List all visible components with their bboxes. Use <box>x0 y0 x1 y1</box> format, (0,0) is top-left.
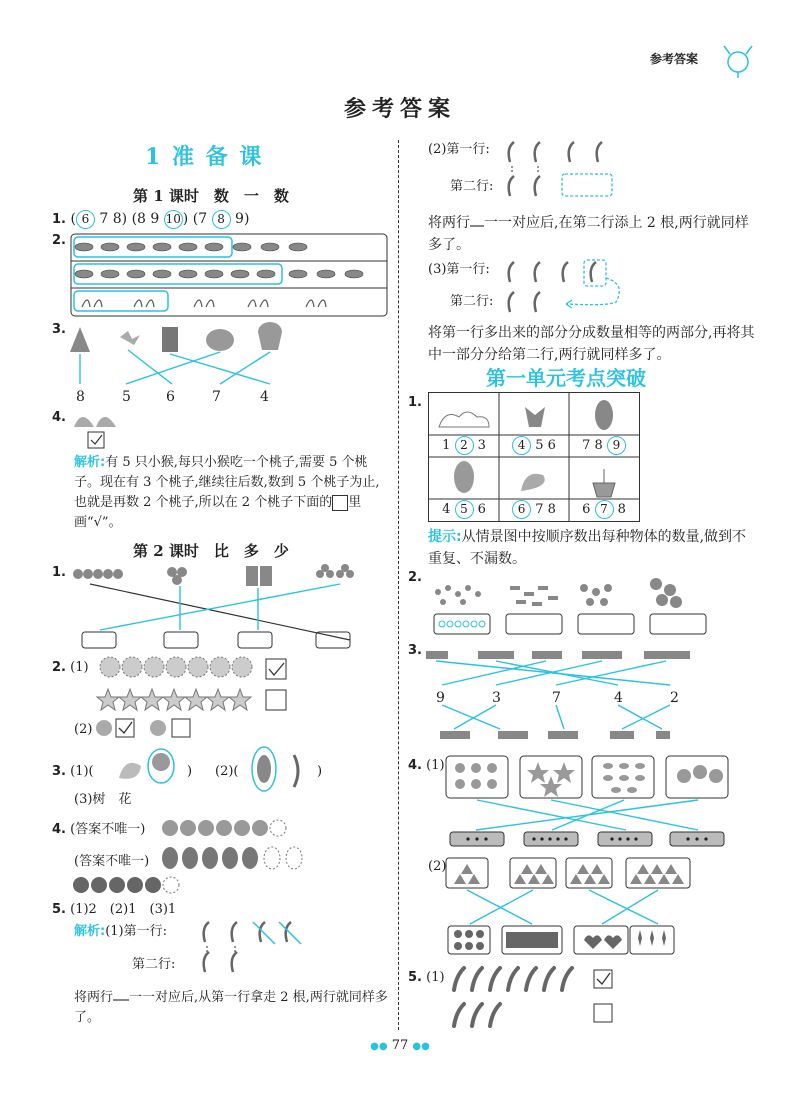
l1-q2-figure <box>70 233 390 317</box>
cabbage-icon <box>206 329 234 351</box>
r-p3-text: 将第一行多出来的部分分成数量相等的两部分,再将其中一部分分给第二行,两行就同样多了。 <box>428 325 755 363</box>
r-p2-bananas <box>500 138 630 202</box>
r-q5-figure <box>448 964 628 1030</box>
unit-title: 第一单元考点突破 <box>486 366 646 390</box>
r-p3-row2: 第二行: <box>450 294 494 309</box>
l2-q5-bananas <box>195 918 305 978</box>
l2-q1-figure <box>60 562 380 654</box>
l1-q3-label: 3. <box>52 322 66 337</box>
cartoon-bird-icon <box>718 40 758 80</box>
l2-q3: 3. (1)( <box>52 764 94 779</box>
r-q1-grid: 1 2 3 4 5 6 7 8 9 4 5 6 6 7 8 6 7 8 <box>428 392 640 522</box>
l1-q2-label: 2. <box>52 233 66 248</box>
duck-icon <box>521 474 545 491</box>
l2-q2-figure <box>100 655 290 711</box>
r-q4-p2-figure <box>440 856 730 956</box>
butterfly-icon <box>525 407 545 427</box>
corn-icon <box>257 755 271 783</box>
r-q3-label: 3. <box>408 643 422 658</box>
footer-dots-left-icon: ●● <box>370 1041 388 1052</box>
tree-icon <box>70 327 90 352</box>
l2-q3-p1-end: ) <box>187 764 193 779</box>
l2-q5-analysis: 解析:(1)第一行: <box>74 924 167 939</box>
l2-q3-p2: (2)( <box>215 764 239 779</box>
r-q4-p2: (2) <box>428 859 447 874</box>
cloud-icon <box>439 412 489 427</box>
page-title: 参考答案 <box>343 96 456 122</box>
column-divider <box>398 140 399 1030</box>
l2-q2-boxes <box>265 658 289 714</box>
header-badge: 参考答案 <box>650 52 699 66</box>
mushroom-icon <box>258 322 282 350</box>
page-footer <box>0 1038 800 1053</box>
r-q1-label: 1. <box>408 395 422 410</box>
bird-icon <box>120 331 140 345</box>
l2-q3-p3: (3)树 花 <box>74 792 132 807</box>
l2-q2: 2. (1) <box>52 660 89 675</box>
flower-pot-icon <box>593 469 615 497</box>
mailbox-icon <box>162 327 178 352</box>
r-p2-row2: 第二行: <box>450 179 494 194</box>
l1-q3-figure <box>60 322 320 402</box>
l2-q4-fruits <box>160 816 300 840</box>
r-q5: 5. (1) <box>408 970 445 985</box>
l2-q4: 4. (答案不唯一) <box>52 822 146 837</box>
tree-icon <box>454 461 474 493</box>
l2-q5-conclusion: 将两行 一一对应后,从第一行拿走 2 根,两行就同样多了。 <box>74 990 388 1025</box>
seq1: ( 6 7 8) <box>70 211 128 227</box>
l2-q3-p2-figure <box>250 745 310 793</box>
corn-icon <box>595 400 613 430</box>
r-q4-p1: 4. (1) <box>408 758 445 773</box>
l2-q4-note2: (答案不唯一) <box>74 854 150 869</box>
l2-q3-p2-end: ) <box>317 764 323 779</box>
r-q3-numbers: 9 3 7 4 2 <box>436 690 679 706</box>
l2-q3-p1-figure <box>115 748 185 788</box>
l2-q1-label: 1. <box>52 565 66 580</box>
r-q2-label: 2. <box>408 570 422 585</box>
l1-q1: 1. ( 6 7 8) (8 9 10 ) (7 8 9) <box>52 211 250 227</box>
duck-icon <box>119 763 141 779</box>
r-p2-text: 将两行 一一对应后,在第二行添上 2 根,两行就同样多了。 <box>428 215 749 253</box>
r-p3-row1: (3)第一行: <box>428 262 490 277</box>
l1-q4-label: 4. <box>52 410 66 425</box>
r-q4-p1-figure <box>440 752 730 848</box>
r-p3-bananas <box>500 258 640 316</box>
l2-q5: 5. (1)2 (2)1 (3)1 <box>52 902 177 917</box>
chapter-title: 1 准 备 课 <box>145 144 264 170</box>
lesson1-title: 第 1 课时 数 一 数 <box>133 187 289 205</box>
r-q2-figure <box>428 572 708 638</box>
r-p2-row1: (2)第一行: <box>428 142 490 157</box>
l2-q5-row2: 第二行: <box>132 957 176 972</box>
seq3: (7 8 9) <box>192 211 250 227</box>
l1-q4-analysis: 解析:有 5 只小猴,每只小猴吃一个桃子,需要 5 个桃子。现在有 3 个桃子,继续往后数,数到 5 个桃子为止,也就是再数 2 个桃子,所以在 2 个桃子下面的 里画“√”。 <box>74 455 380 530</box>
l2-q4-strawberries <box>72 874 192 896</box>
page-number: 77 <box>391 1038 409 1053</box>
r-q1-hint: 提示:从情景图中按顺序数出每种物体的数量,做到不重复、不漏数。 <box>428 529 747 567</box>
l2-q2-p2-figure <box>96 716 206 742</box>
tree-icon <box>152 753 170 771</box>
lesson2-title: 第 2 课时 比 多 少 <box>133 542 289 560</box>
seq2: (8 9 10 ) <box>131 211 189 227</box>
footer-dots-right-icon: ●● <box>412 1041 430 1052</box>
pepper-icon <box>294 755 298 787</box>
l2-q4-pineapples <box>160 842 320 870</box>
l2-q2-p2: (2) <box>74 722 93 737</box>
peach-icon <box>70 405 130 453</box>
